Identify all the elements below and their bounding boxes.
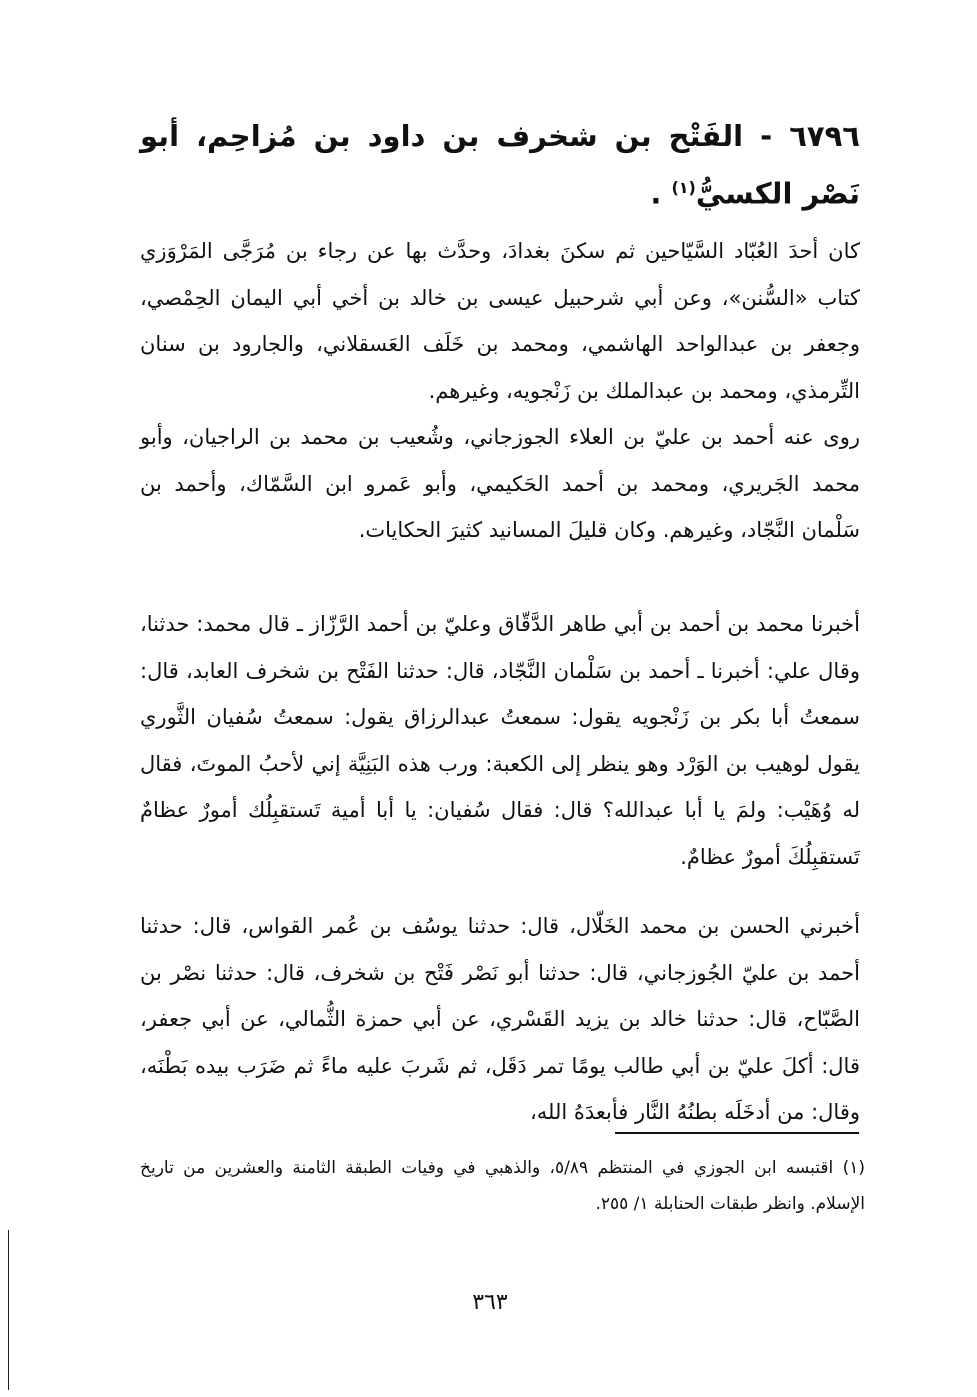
paragraph-report-one: أخبرنا محمد بن أحمد بن أبي طاهر الدَّقّاق وعليّ بن أحمد الرَّزّاز ـ قال محمد: حدثنا، وقال علي: أخبرنا ـ أحمد بن سَلْمان النَّجّاد، قال: حدثنا الفَتْح بن شخرف العابد، قال: سمعتُ أبا بكر بن زَنْجويه يقول: سمعتُ عبدالرزاق يقول: سمعتُ سُفيان الثَّوري يقول لوهيب بن الوَرْد وهو ينظر إلى الكعبة: ورب هذه البَنِيَّة إني لأحبُ الموتَ، فقال له وُهَيْب: ولمَ يا أبا عبدالله؟ قال: فقال سُفيان: يا أبا أمية تَستقبِلُك أمورٌ عظامٌ تَستقبِلُكَ أمورٌ عظامٌ. <box>140 612 860 869</box>
footnote: (١) اقتبسه ابن الجوزي في المنتظم ٥/٨٩، والذهبي في وفيات الطبقة الثامنة والعشرين من تاريخ الإسلام. وانظر طبقات الحنابلة ١/ ٢٥٥. <box>140 1158 865 1214</box>
entry-title: ٦٧٩٦ - الفَتْح بن شخرف بن داود بن مُزاحِم، أبو نَصْر الكسيُّ <box>140 119 860 211</box>
footnote-separator <box>615 1132 859 1134</box>
paragraph-report-two: أخبرني الحسن بن محمد الخَلّال، قال: حدثنا يوسُف بن عُمر القواس، قال: حدثنا أحمد بن عليّ الجُوزجاني، قال: حدثنا أبو نَصْر فَتْح بن شخرف، قال: حدثنا نصْر بن الصَّبّاح، قال: حدثنا خالد بن يزيد القَسْري، عن أبي حمزة الثُّمالي، عن أبي جعفر، قال: أكلَ عليّ بن أبي طالب يومًا تمر دَقَل، ثم شَربَ عليه ماءً ثم ضَرَب بيده بَطْنَه، وقال: من أدخَلَه بطنُهُ النَّار فأبعدَهُ الله، <box>140 914 860 1124</box>
footnote-reference: (١) <box>671 178 696 197</box>
heading-period: . <box>650 176 662 211</box>
page-number: ٣٦٣ <box>472 1290 508 1315</box>
paragraph-biography: كان أحدَ العُبّاد السَّيّاحين ثم سكنَ بغدادَ، وحدَّث بها عن رجاء بن مُرَجَّى المَرْوَزي كتاب «السُّنن»، وعن أبي شرحبيل عيسى بن خالد بن أخي أبي اليمان الحِمْصي، وجعفر بن عبدالواحد الهاشمي، ومحمد بن خَلَف العَسقلاني، والجارود بن سنان التِّرمذي، ومحمد بن عبدالملك بن زَنْجويه، وغيرهم. <box>140 239 860 403</box>
page-edge-line <box>8 1230 9 1390</box>
paragraph-narrators: روى عنه أحمد بن عليّ بن العلاء الجوزجاني، وشُعيب بن محمد بن الراجيان، وأبو محمد الجَريري، ومحمد بن أحمد الحَكيمي، وأبو عَمرو ابن السَّمّاك، وأحمد بن سَلْمان النَّجّاد، وغيرهم. وكان قليلَ المسانيد كثيرَ الحكايات. <box>140 425 860 542</box>
entry-heading <box>140 110 860 220</box>
